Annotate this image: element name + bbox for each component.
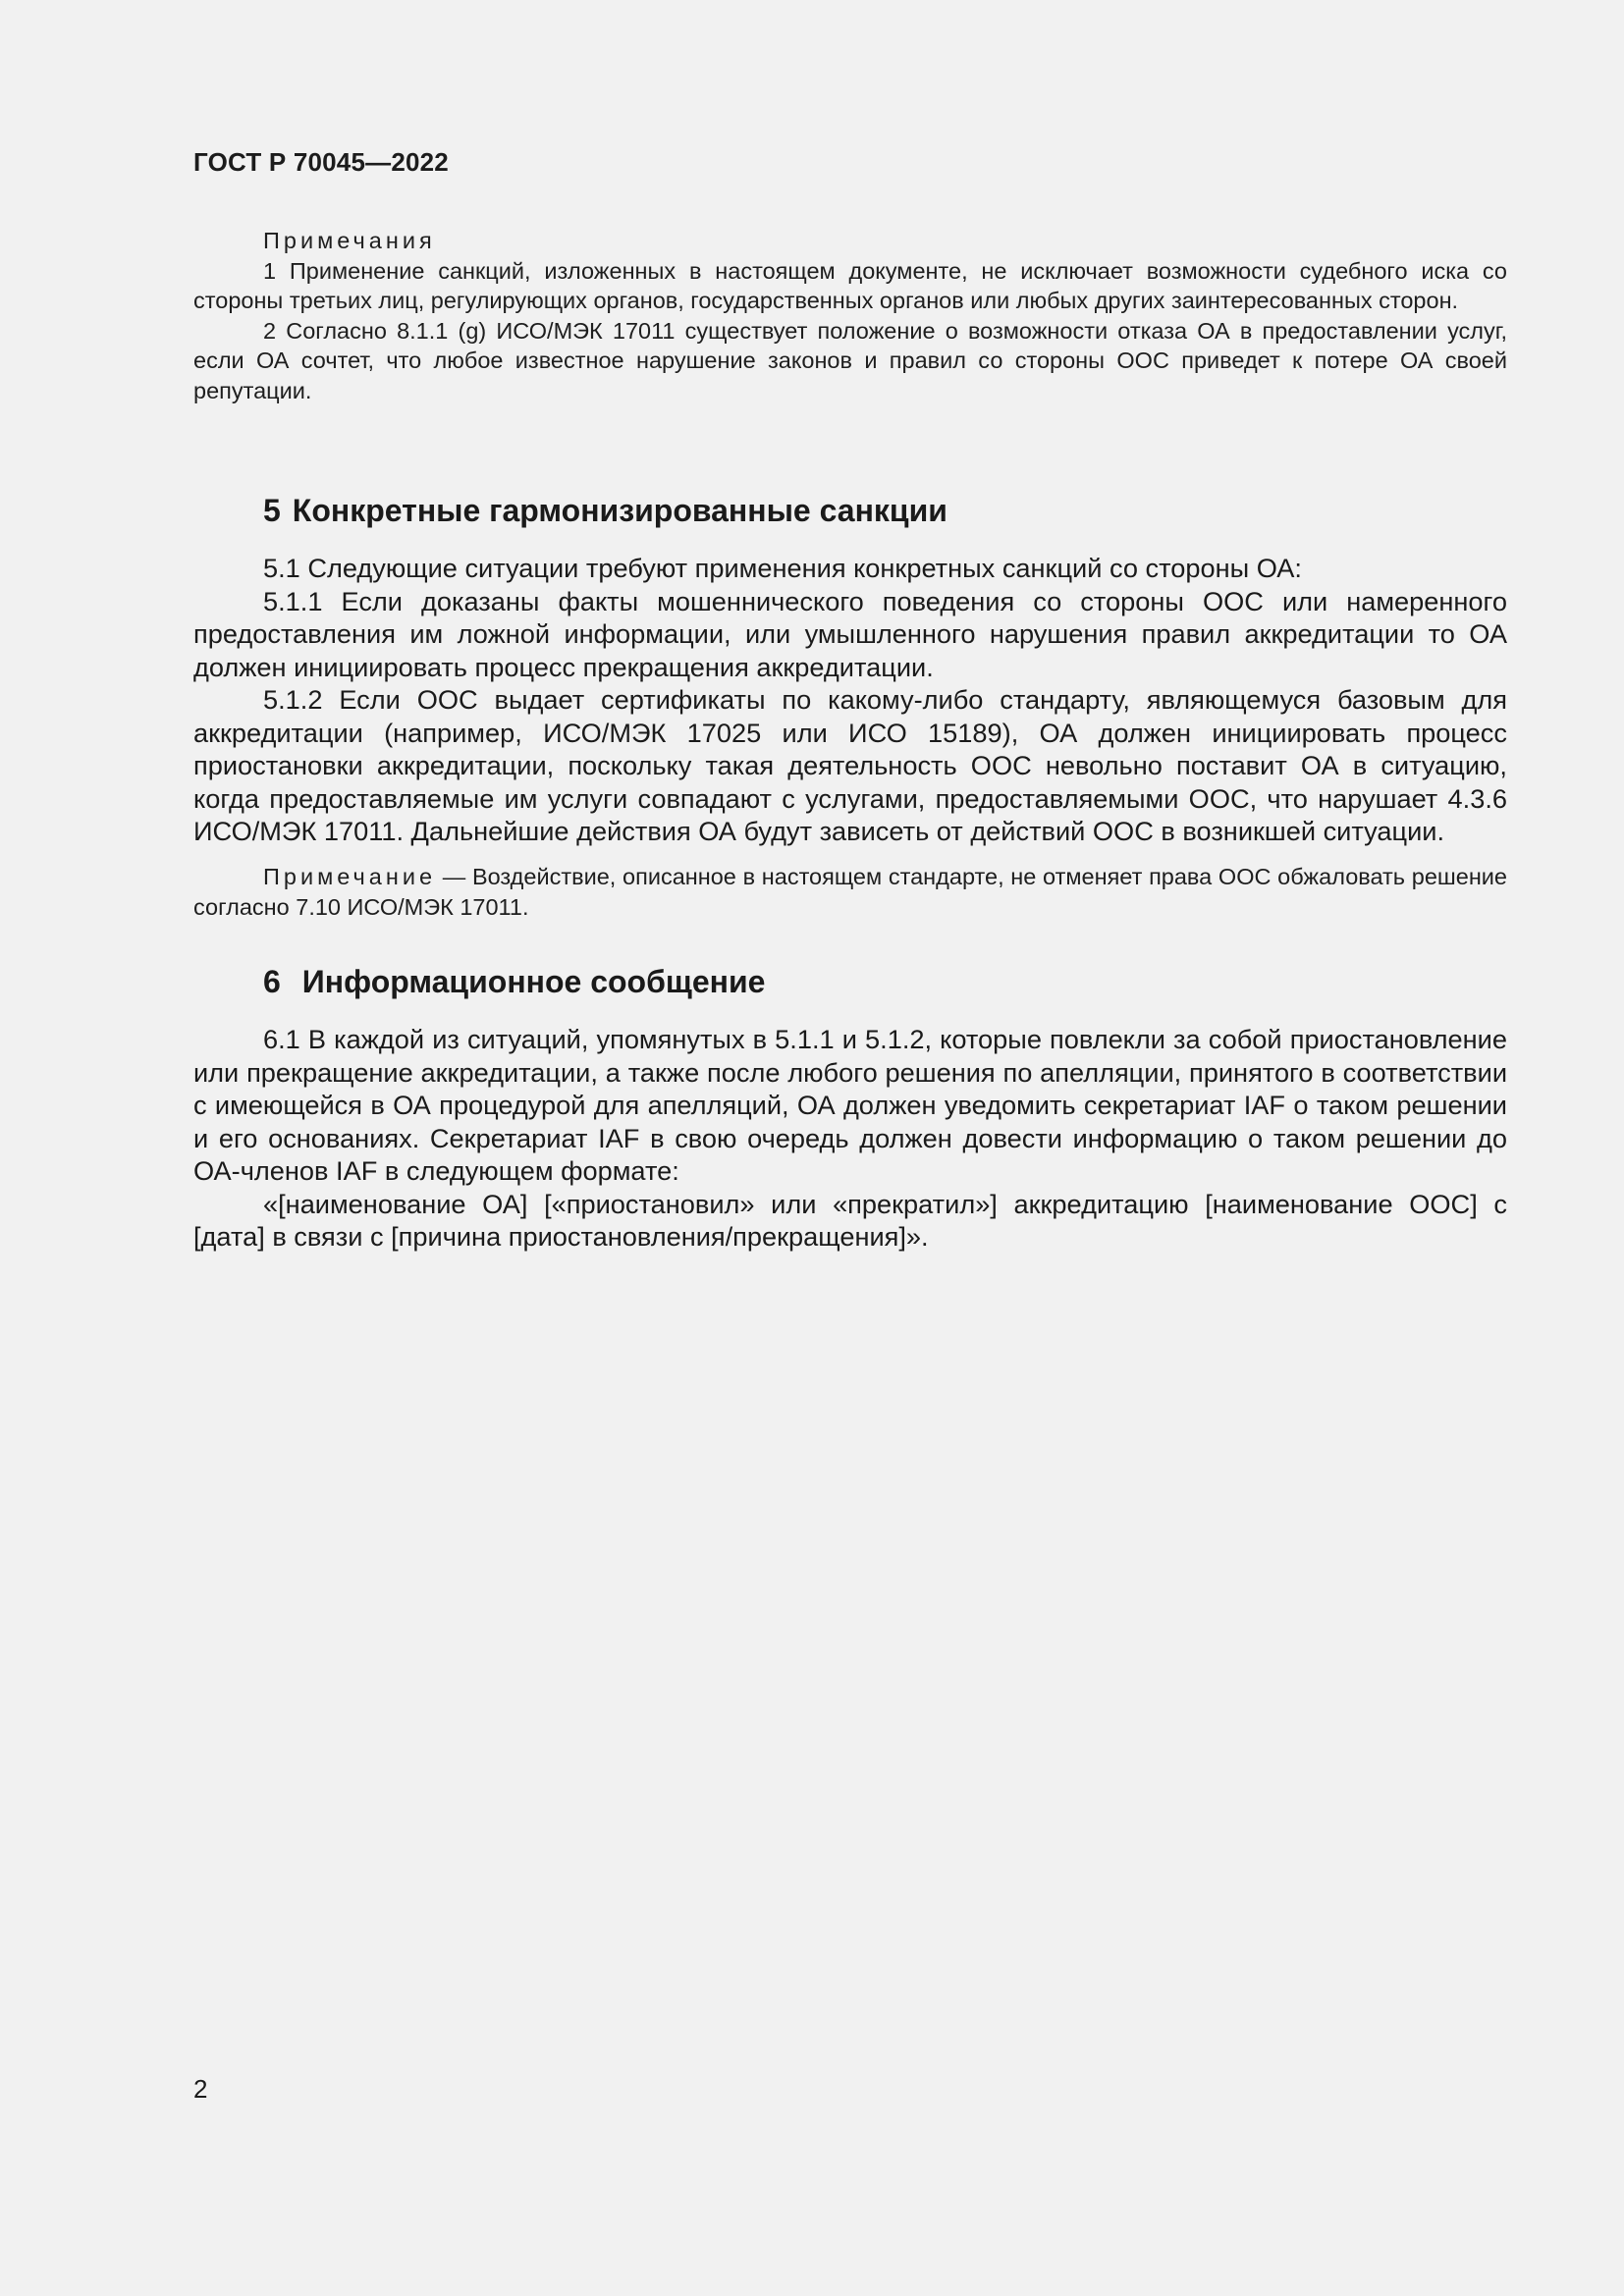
- page-number: 2: [193, 2074, 208, 2104]
- paragraph: «[наименование ОА] [«приостановил» или «прекратил»] аккредитацию [наименование ООС] с [дата] в связи с [причина приостановления/прекращения]».: [193, 1188, 1507, 1252]
- note-item: 1 Применение санкций, изложенных в настоящем документе, не исключает возможности судебного иска со стороны третьих лиц, регулирующих органов, государственных органов или любых других заинтересованных сторон.: [193, 257, 1507, 313]
- note-item: 2 Согласно 8.1.1 (g) ИСО/МЭК 17011 существует положение о возможности отказа ОА в предоставлении услуг, если ОА сочтет, что любое известное нарушение законов и правил со стороны ООС приведет к потере ОА своей репутации.: [193, 317, 1507, 403]
- note-text: — Воздействие, описанное в настоящем стандарте, не отменяет права ООС обжаловать решение согласно 7.10 ИСО/МЭК 17011.: [193, 864, 1507, 920]
- section-6-body: [193, 1023, 1507, 1254]
- paragraph: 5.1.1 Если доказаны факты мошеннического поведения со стороны ООС или намеренного предоставления им ложной информации, или умышленного нарушения правил аккредитации то ОА должен инициировать процесс прекращения аккредитации.: [193, 585, 1507, 682]
- section-5-note: [193, 862, 1507, 922]
- notes-block: [193, 226, 1507, 405]
- paragraph: 5.1 Следующие ситуации требуют применения конкретных санкций со стороны ОА:: [263, 553, 1302, 583]
- section-number: 5: [263, 493, 281, 528]
- section-5-heading: [263, 493, 947, 529]
- section-6-heading: [263, 964, 765, 1000]
- paragraph: 5.1.2 Если ООС выдает сертификаты по какому-либо стандарту, являющемуся базовым для аккредитации (например, ИСО/МЭК 17025 или ИСО 15189), ОА должен инициировать процесс приостановки аккредитации, поскольку такая деятельность ООС невольно поставит ОА в ситуацию, когда предоставляемые им услуги совпадают с услугами, предоставляемыми ООС, что нарушает 4.3.6 ИСО/МЭК 17011. Дальнейшие действия ОА будут зависеть от действий ООС в возникшей ситуации.: [193, 684, 1507, 846]
- paragraph: 6.1 В каждой из ситуаций, упомянутых в 5.1.1 и 5.1.2, которые повлекли за собой приостановление или прекращение аккредитации, а также после любого решения по апелляции, принятого в соответствии с имеющейся в ОА процедурой для апелляций, ОА должен уведомить секретариат IAF о таком решении и его основаниях. Секретариат IAF в свою очередь должен довести информацию о таком решении до ОА-членов IAF в следующем формате:: [193, 1024, 1507, 1186]
- note-label: Примечание: [263, 864, 437, 889]
- section-title: Информационное сообщение: [301, 964, 766, 999]
- section-title: Конкретные гармонизированные санкции: [292, 493, 947, 528]
- document-id: ГОСТ Р 70045—2022: [193, 147, 449, 177]
- section-5-body: [193, 552, 1507, 848]
- notes-heading: Примечания: [263, 228, 436, 253]
- section-number: 6: [263, 964, 281, 999]
